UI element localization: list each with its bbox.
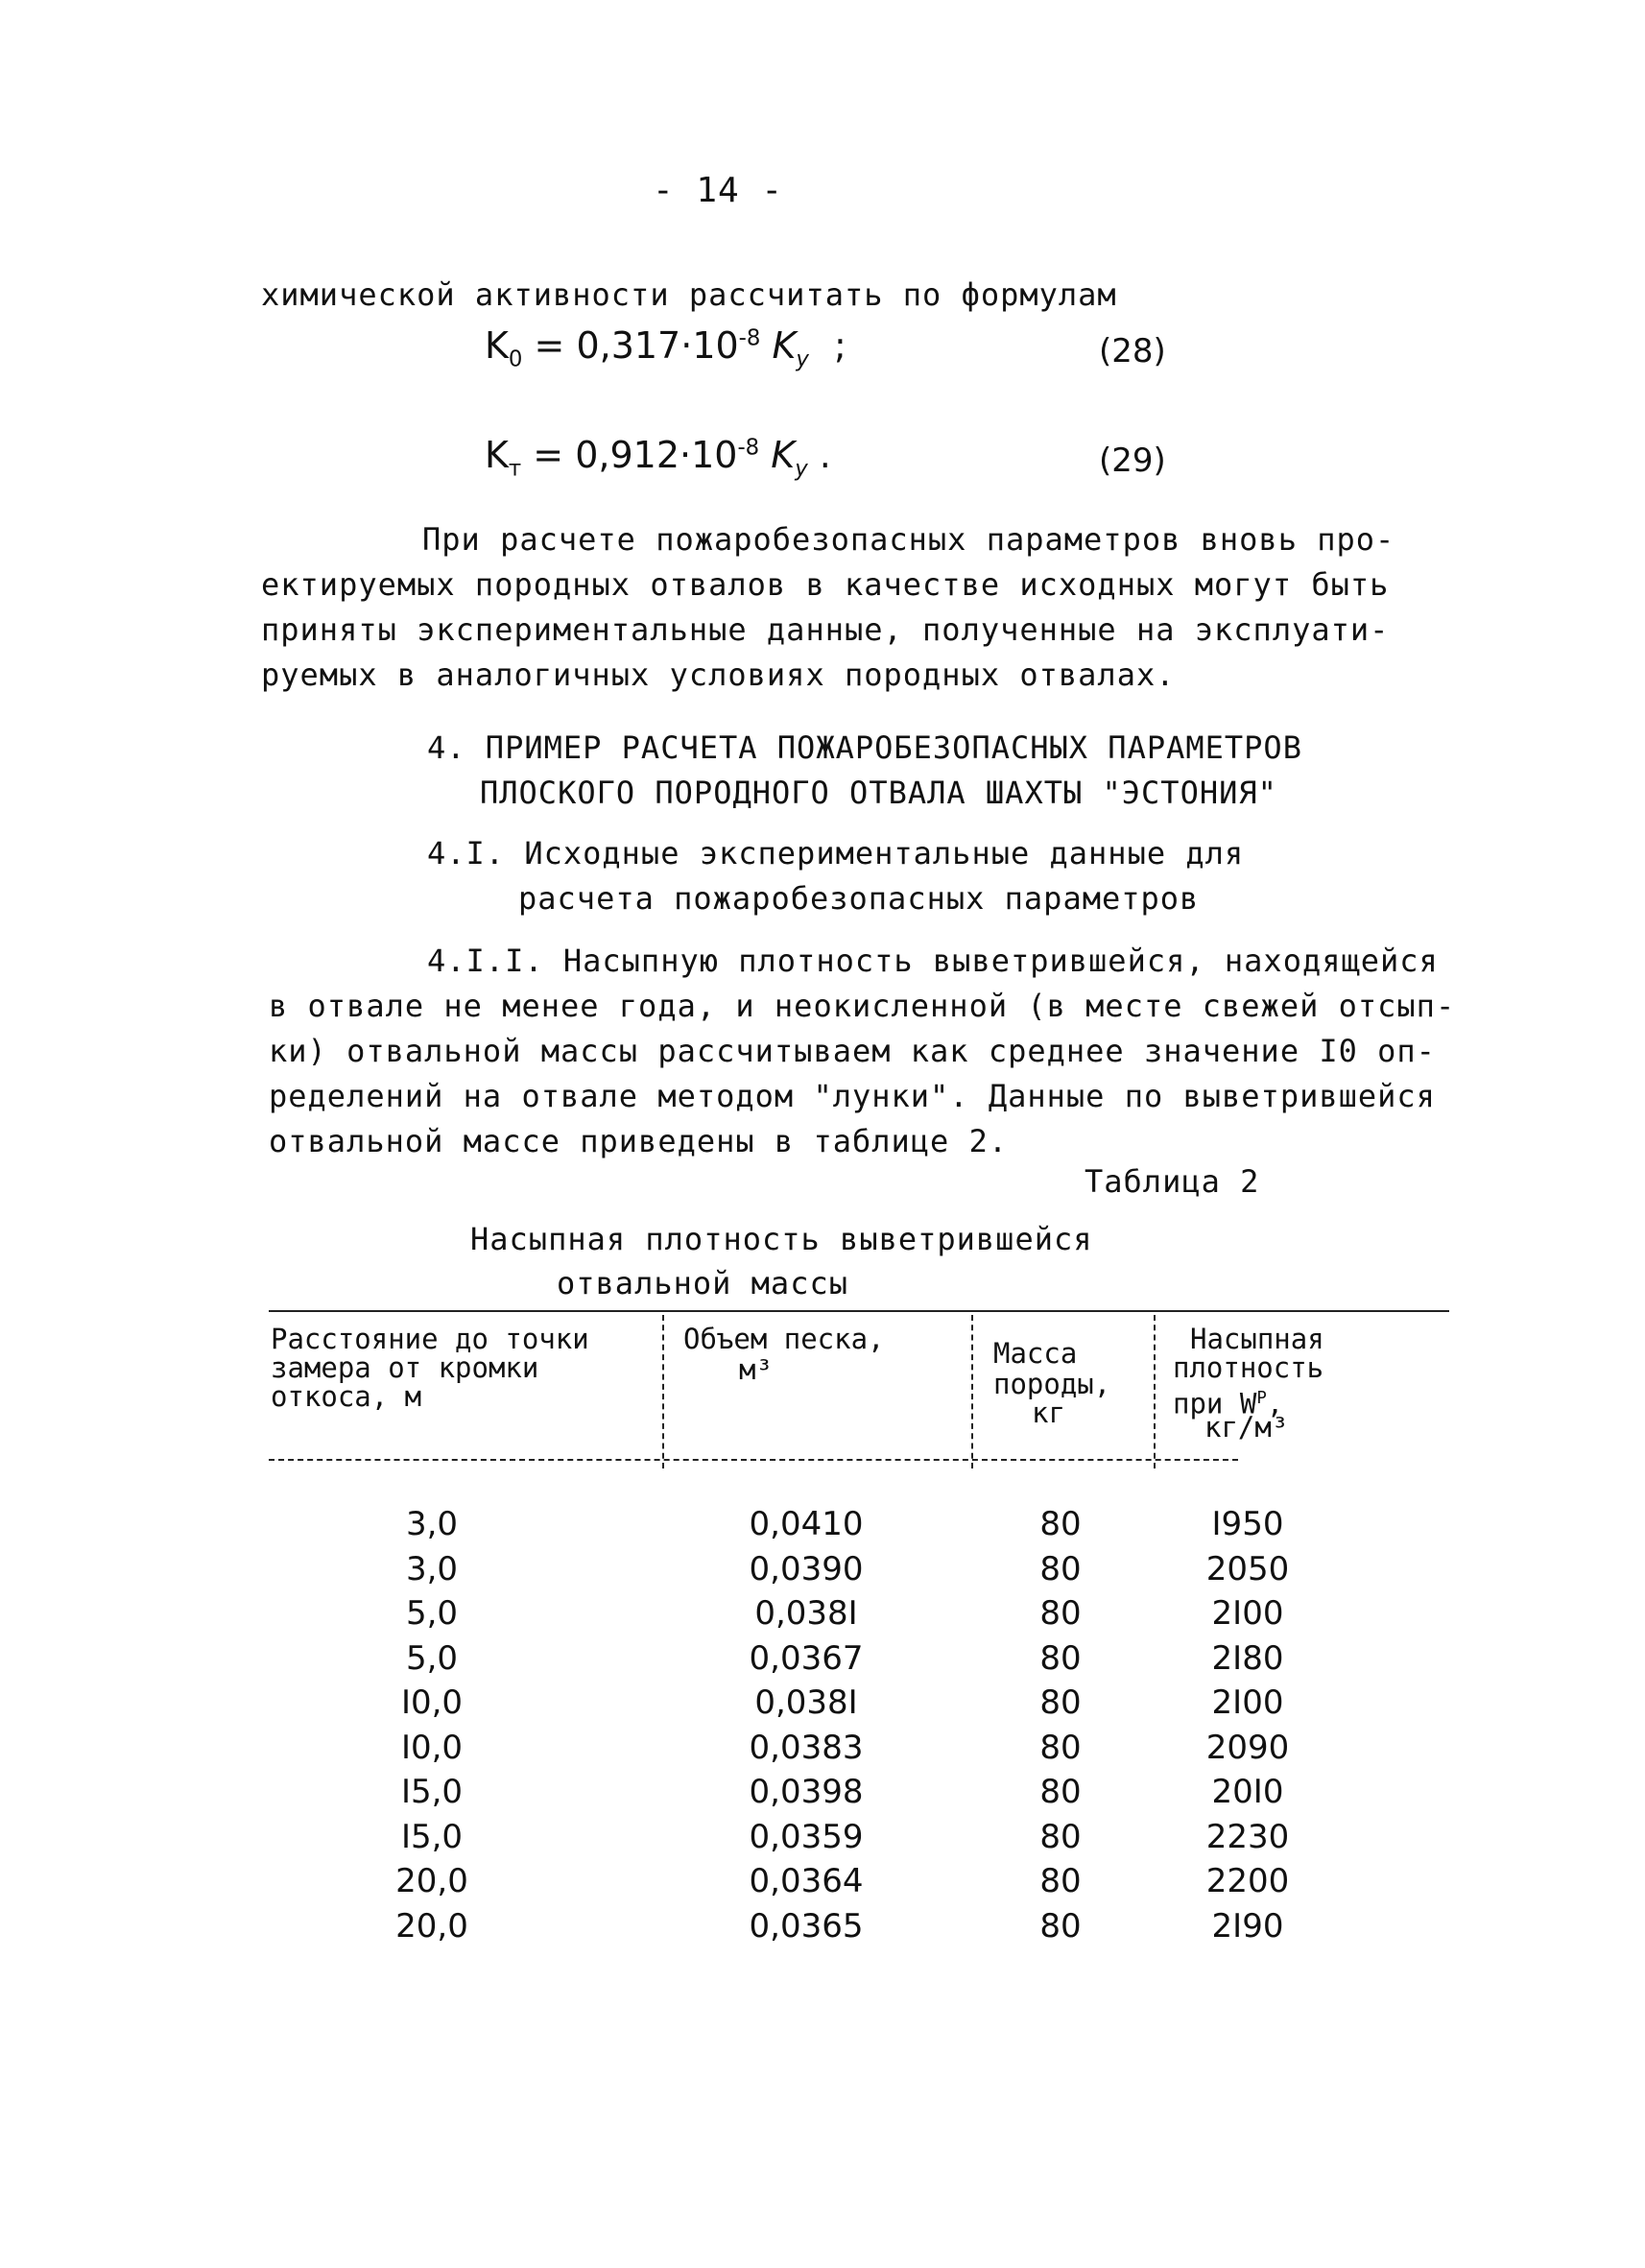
para1-line-2: ектируемых породных отвалов в качестве исходных могут быть <box>261 566 1390 603</box>
intro-line: химической активности рассчитать по формулам <box>261 276 1117 313</box>
header-mass-line-2: породы, <box>993 1368 1111 1400</box>
table-cell: I5,0 <box>400 1817 464 1856</box>
formula-28-coef: = 0,317·10 <box>534 324 739 367</box>
table-cell: 2I00 <box>1211 1683 1284 1722</box>
formula-29-exp: -8 <box>737 435 760 461</box>
table-cell: 3,0 <box>405 1549 459 1588</box>
table-cell: 2I00 <box>1211 1594 1284 1633</box>
header-distance-line-2: замера от кромки <box>271 1351 539 1384</box>
table-cell: 80 <box>1039 1549 1082 1588</box>
table-cell: 2230 <box>1205 1817 1290 1856</box>
para1-line-4: руемых в аналогичных условиях породных отвалах. <box>261 657 1176 693</box>
table-col-divider-1 <box>662 1315 664 1468</box>
table-cell: 0,0410 <box>749 1505 864 1543</box>
table-cell: 80 <box>1039 1906 1082 1946</box>
formula-29-rhs: K <box>771 434 796 476</box>
table-cell: 80 <box>1039 1594 1082 1633</box>
formula-28-end: ; <box>834 324 846 367</box>
formula-29-lhs-sub: т <box>508 456 522 482</box>
table-cell: 0,0398 <box>749 1773 864 1811</box>
formula-28-rhs: K <box>772 324 797 367</box>
table-cell: 5,0 <box>405 1638 459 1678</box>
section-heading-line-2: ПЛОСКОГО ПОРОДНОГО ОТВАЛА ШАХТЫ "ЭСТОНИЯ" <box>480 775 1277 811</box>
table-cell: 80 <box>1039 1505 1082 1543</box>
header-density-line-2: плотность <box>1173 1351 1324 1384</box>
table-header-rule <box>269 1459 1238 1461</box>
table-cell: I5,0 <box>400 1773 464 1811</box>
header-density-line-4: кг/м³ <box>1204 1411 1289 1444</box>
formula-29-coef: = 0,912·10 <box>533 434 738 476</box>
para1-line-3: приняты экспериментальные данные, полученные на эксплуати- <box>261 611 1390 648</box>
header-volume-line-1: Объем песка, <box>683 1323 885 1355</box>
header-mass-line-1: Масса <box>993 1337 1078 1370</box>
table-cell: 0,0364 <box>749 1862 864 1900</box>
header-density-comma: , <box>1266 1387 1284 1420</box>
table-cell: 80 <box>1039 1683 1082 1722</box>
para2-line-4: ределений на отвале методом "лунки". Данные по выветрившейся <box>269 1078 1436 1114</box>
table-cell: I0,0 <box>400 1728 464 1767</box>
table-cell: 0,038I <box>754 1683 858 1722</box>
para2-line-3: ки) отвальной массы рассчитываем как среднее значение I0 оп- <box>269 1033 1436 1069</box>
formula-29-lhs: K <box>485 434 509 476</box>
table-cell: 0,0359 <box>749 1817 864 1856</box>
table-label: Таблица 2 <box>1085 1163 1260 1200</box>
table-cell: 20,0 <box>395 1906 468 1946</box>
formula-28 <box>485 324 846 372</box>
page-number: - 14 - <box>653 171 784 210</box>
table-top-rule <box>269 1310 1449 1312</box>
para2-line-2: в отвале не менее года, и неокисленной (в месте свежей отсып- <box>269 988 1456 1024</box>
header-mass-line-3: кг <box>1032 1397 1065 1429</box>
table-cell: 2I80 <box>1211 1638 1284 1678</box>
header-density-pri: при W <box>1173 1387 1257 1420</box>
table-cell: 0,0367 <box>749 1638 864 1678</box>
table-col-divider-3 <box>1154 1315 1156 1468</box>
table-cell: 80 <box>1039 1817 1082 1856</box>
table-cell: 2I90 <box>1211 1906 1284 1946</box>
header-density-line-1: Насыпная <box>1190 1323 1324 1355</box>
table-cell: 80 <box>1039 1773 1082 1811</box>
table-cell: 2090 <box>1205 1728 1290 1767</box>
table-cell: 80 <box>1039 1862 1082 1900</box>
table-cell: 3,0 <box>405 1505 459 1543</box>
header-density-w-sup: P <box>1256 1389 1267 1408</box>
table-cell: 20I0 <box>1211 1773 1284 1811</box>
formula-28-rhs-sub: y <box>796 346 809 372</box>
formula-28-exp: -8 <box>738 325 761 351</box>
formula-28-lhs-sub: 0 <box>508 346 523 372</box>
header-volume-line-2: м³ <box>739 1353 773 1386</box>
table-cell: 0,0365 <box>749 1906 864 1946</box>
table-cell: 80 <box>1039 1728 1082 1767</box>
formula-29-end: . <box>819 434 831 476</box>
formula-28-number: (28) <box>1099 332 1166 370</box>
para1-line-1: При расчете пожаробезопасных параметров вновь про- <box>422 521 1395 558</box>
table-cell: 0,0383 <box>749 1728 864 1767</box>
para2-line-1: 4.I.I. Насыпную плотность выветрившейся, находящейся <box>427 943 1439 979</box>
table-title-line-1: Насыпная плотность выветрившейся <box>470 1221 1093 1257</box>
table-cell: 80 <box>1039 1638 1082 1678</box>
table-cell: 2050 <box>1205 1549 1290 1588</box>
subsection-heading-line-2: расчета пожаробезопасных параметров <box>518 880 1200 917</box>
table-cell: I950 <box>1211 1505 1284 1543</box>
table-cell: 2200 <box>1205 1862 1290 1900</box>
para2-line-5: отвальной массе приведены в таблице 2. <box>269 1123 1009 1159</box>
table-cell: I0,0 <box>400 1683 464 1722</box>
table-col-divider-2 <box>971 1315 973 1468</box>
formula-29 <box>485 434 831 482</box>
header-distance-line-1: Расстояние до точки <box>271 1323 589 1355</box>
table-cell: 20,0 <box>395 1862 468 1900</box>
subsection-heading-line-1: 4.I. Исходные экспериментальные данные для <box>427 835 1245 871</box>
formula-29-number: (29) <box>1099 442 1166 480</box>
formula-28-lhs: K <box>485 324 509 367</box>
header-distance-line-3: откоса, м <box>271 1380 422 1413</box>
formula-29-rhs-sub: y <box>795 456 808 482</box>
table-cell: 0,0390 <box>749 1549 864 1588</box>
table-cell: 0,038I <box>754 1594 858 1633</box>
table-title-line-2: отвальной массы <box>557 1265 848 1301</box>
table-cell: 5,0 <box>405 1594 459 1633</box>
section-heading-line-1: 4. ПРИМЕР РАСЧЕТА ПОЖАРОБЕЗОПАСНЫХ ПАРАМЕТРОВ <box>427 729 1302 766</box>
